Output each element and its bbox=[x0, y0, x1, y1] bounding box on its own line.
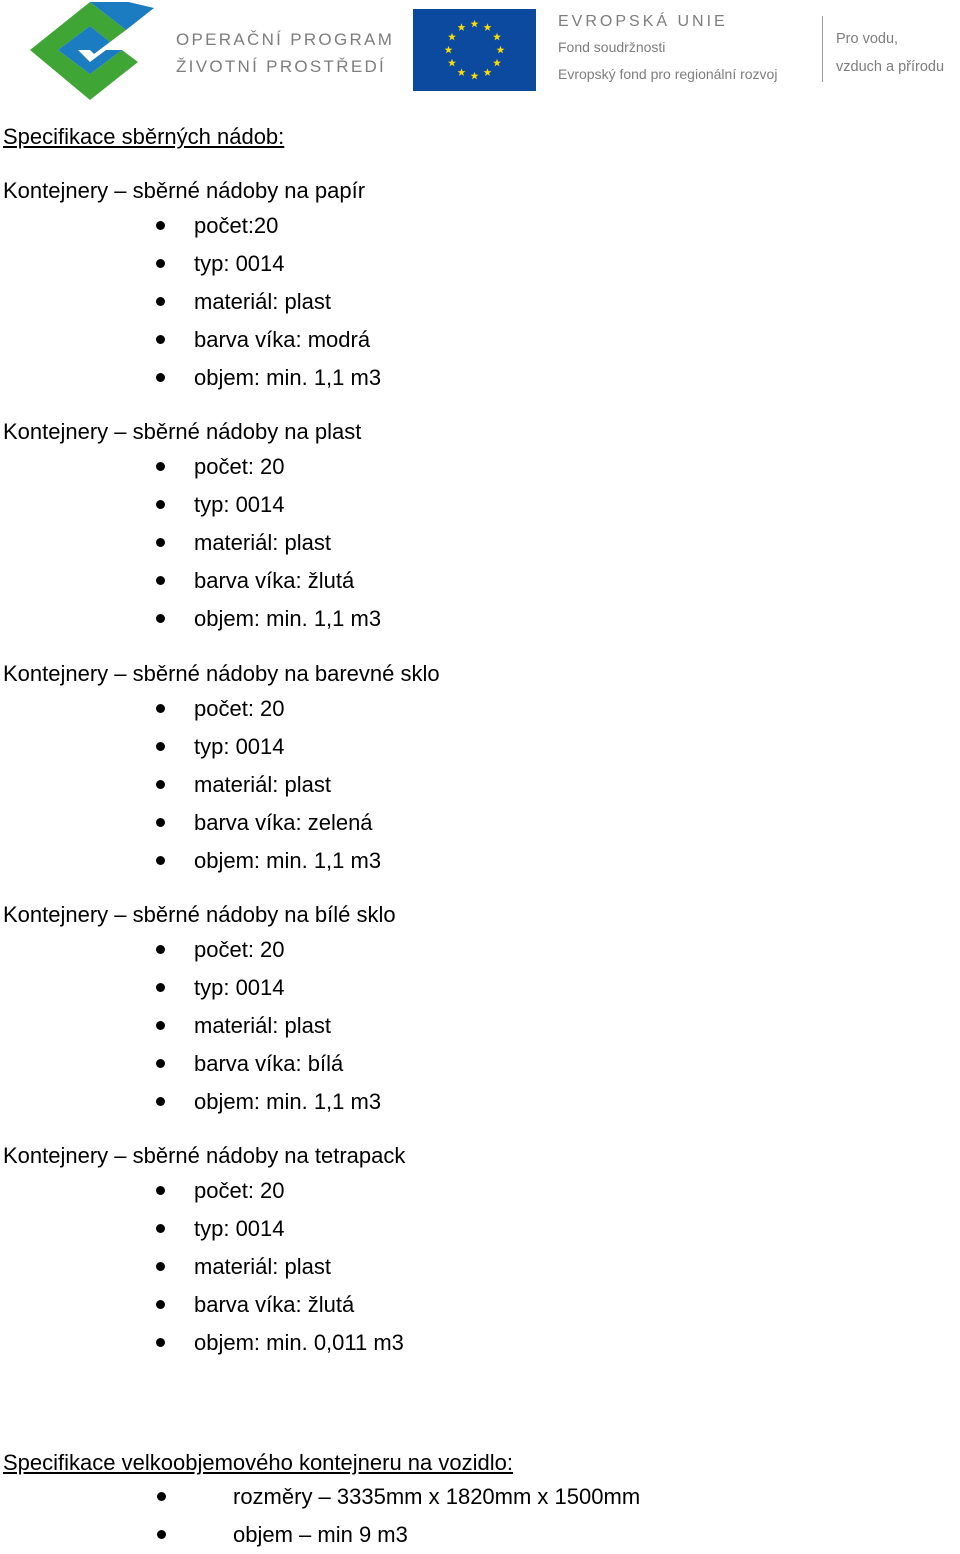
program-line-1: OPERAČNÍ PROGRAM bbox=[176, 30, 395, 49]
program-line-2: ŽIVOTNÍ PROSTŘEDÍ bbox=[176, 57, 387, 76]
page-header bbox=[0, 0, 960, 105]
eu-flag-icon bbox=[413, 9, 536, 91]
bullet-icon bbox=[156, 335, 165, 344]
item-text: rozměry – 3335mm x 1820mm x 1500mm bbox=[233, 1484, 641, 1509]
bullet-icon bbox=[156, 704, 165, 713]
bullet-icon bbox=[157, 1492, 166, 1501]
section1-heading: Specifikace sběrných nádob: bbox=[3, 124, 285, 149]
list-item bbox=[194, 359, 381, 397]
eu-star-icon bbox=[458, 23, 466, 31]
item-text: typ: 0014 bbox=[194, 1216, 285, 1241]
list-item bbox=[194, 283, 381, 321]
bullet-icon bbox=[156, 1097, 165, 1106]
list-item bbox=[194, 1286, 404, 1324]
eu-star-icon bbox=[493, 59, 501, 67]
item-text: počet:20 bbox=[194, 213, 279, 238]
list-item bbox=[194, 1324, 404, 1362]
bullet-icon bbox=[156, 1059, 165, 1068]
list-item bbox=[194, 1210, 404, 1248]
list-item bbox=[194, 728, 381, 766]
eu-star-icon bbox=[448, 33, 456, 41]
list-item bbox=[194, 600, 381, 638]
list-item bbox=[194, 321, 381, 359]
slogan bbox=[836, 25, 944, 81]
eu-stars-icon bbox=[413, 9, 536, 91]
item-text: materiál: plast bbox=[194, 530, 331, 555]
list-item bbox=[194, 690, 381, 728]
list-item bbox=[194, 1172, 404, 1210]
list-item bbox=[194, 207, 381, 245]
item-text: materiál: plast bbox=[194, 772, 331, 797]
bullet-icon bbox=[156, 500, 165, 509]
list-tetrapack bbox=[194, 1172, 404, 1362]
item-text: objem – min 9 m3 bbox=[233, 1522, 408, 1547]
slogan-line-1: Pro vodu, bbox=[836, 31, 899, 47]
bullet-icon bbox=[156, 1262, 165, 1271]
eu-star-icon bbox=[497, 46, 505, 54]
eu-fund-2: Evropský fond pro regionální rozvoj bbox=[558, 66, 778, 82]
opzp-logo-icon bbox=[28, 2, 156, 100]
item-text: počet: 20 bbox=[194, 696, 285, 721]
bullet-icon bbox=[156, 373, 165, 382]
program-name bbox=[176, 26, 394, 80]
item-text: barva víka: zelená bbox=[194, 810, 373, 835]
item-text: typ: 0014 bbox=[194, 734, 285, 759]
list-item bbox=[194, 524, 381, 562]
bullet-icon bbox=[156, 259, 165, 268]
bullet-icon bbox=[156, 1224, 165, 1233]
item-text: typ: 0014 bbox=[194, 492, 285, 517]
bullet-icon bbox=[156, 945, 165, 954]
bullet-icon bbox=[156, 1338, 165, 1347]
item-text: materiál: plast bbox=[194, 1013, 331, 1038]
list-item bbox=[194, 562, 381, 600]
item-text: počet: 20 bbox=[194, 454, 285, 479]
eu-star-icon bbox=[471, 72, 479, 80]
group-title-white-glass: Kontejnery – sběrné nádoby na bílé sklo bbox=[3, 902, 396, 927]
item-text: objem: min. 0,011 m3 bbox=[194, 1330, 404, 1355]
item-text: typ: 0014 bbox=[194, 975, 285, 1000]
list-item bbox=[194, 766, 381, 804]
header-divider bbox=[822, 16, 823, 82]
eu-fund-1: Fond soudržnosti bbox=[558, 39, 666, 55]
eu-star-icon bbox=[448, 59, 456, 67]
item-text: barva víka: žlutá bbox=[194, 1292, 355, 1317]
list-item bbox=[194, 448, 381, 486]
bullet-icon bbox=[156, 780, 165, 789]
item-text: objem: min. 1,1 m3 bbox=[194, 848, 382, 873]
item-text: objem: min. 1,1 m3 bbox=[194, 365, 382, 390]
bullet-icon bbox=[156, 576, 165, 585]
item-text: barva víka: žlutá bbox=[194, 568, 355, 593]
eu-star-icon bbox=[493, 33, 501, 41]
item-text: barva víka: modrá bbox=[194, 327, 371, 352]
eu-star-icon bbox=[484, 68, 492, 76]
list-colored-glass bbox=[194, 690, 381, 880]
list-item bbox=[194, 486, 381, 524]
eu-title: EVROPSKÁ UNIE bbox=[558, 13, 728, 30]
item-text: počet: 20 bbox=[194, 1178, 285, 1203]
list-item bbox=[194, 245, 381, 283]
list-item bbox=[233, 1516, 640, 1554]
bullet-icon bbox=[156, 1300, 165, 1309]
bullet-icon bbox=[156, 297, 165, 306]
item-text: počet: 20 bbox=[194, 937, 285, 962]
bullet-icon bbox=[156, 742, 165, 751]
list-vehicle-container bbox=[233, 1478, 640, 1554]
list-item bbox=[194, 1007, 381, 1045]
list-item bbox=[194, 1083, 381, 1121]
bullet-icon bbox=[156, 983, 165, 992]
eu-star-icon bbox=[445, 46, 453, 54]
bullet-icon bbox=[156, 856, 165, 865]
item-text: objem: min. 1,1 m3 bbox=[194, 606, 382, 631]
item-text: materiál: plast bbox=[194, 289, 331, 314]
list-paper bbox=[194, 207, 381, 397]
group-title-plastic: Kontejnery – sběrné nádoby na plast bbox=[3, 419, 362, 444]
slogan-line-2: vzduch a přírodu bbox=[836, 59, 945, 75]
item-text: barva víka: bílá bbox=[194, 1051, 344, 1076]
list-item bbox=[194, 969, 381, 1007]
group-title-paper: Kontejnery – sběrné nádoby na papír bbox=[3, 178, 366, 203]
bullet-icon bbox=[157, 1530, 166, 1539]
list-item bbox=[194, 1248, 404, 1286]
list-item bbox=[194, 931, 381, 969]
bullet-icon bbox=[156, 1021, 165, 1030]
eu-star-icon bbox=[484, 23, 492, 31]
group-title-colored-glass: Kontejnery – sběrné nádoby na barevné sklo bbox=[3, 661, 440, 686]
list-item bbox=[194, 804, 381, 842]
list-plastic bbox=[194, 448, 381, 638]
bullet-icon bbox=[156, 221, 165, 230]
bullet-icon bbox=[156, 818, 165, 827]
bullet-icon bbox=[156, 614, 165, 623]
bullet-icon bbox=[156, 538, 165, 547]
item-text: typ: 0014 bbox=[194, 251, 285, 276]
list-white-glass bbox=[194, 931, 381, 1121]
list-item bbox=[194, 842, 381, 880]
eu-text bbox=[558, 10, 777, 88]
list-item bbox=[233, 1478, 640, 1516]
section2-heading: Specifikace velkoobjemového kontejneru na vozidlo: bbox=[3, 1450, 513, 1475]
item-text: materiál: plast bbox=[194, 1254, 331, 1279]
list-item bbox=[194, 1045, 381, 1083]
bullet-icon bbox=[156, 1186, 165, 1195]
eu-star-icon bbox=[458, 68, 466, 76]
eu-star-icon bbox=[471, 20, 479, 28]
bullet-icon bbox=[156, 462, 165, 471]
group-title-tetrapack: Kontejnery – sběrné nádoby na tetrapack bbox=[3, 1143, 406, 1168]
item-text: objem: min. 1,1 m3 bbox=[194, 1089, 382, 1114]
